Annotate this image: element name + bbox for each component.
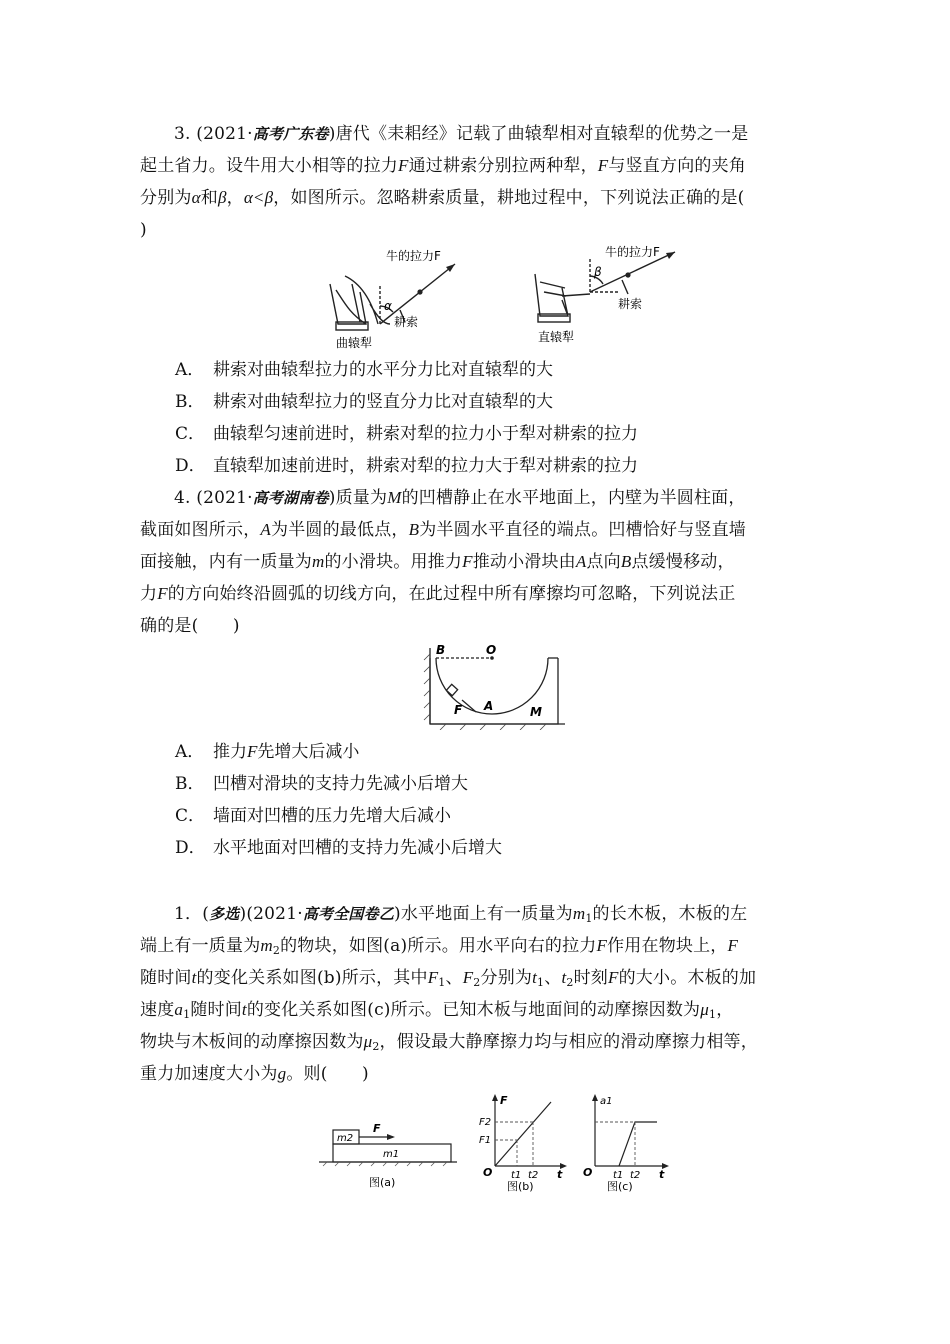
label-F: F	[454, 703, 463, 717]
q4-option-a: A． 推力F先增大后减小	[175, 742, 360, 762]
c-a1-line	[619, 1122, 657, 1166]
b-label-O: O	[483, 1166, 493, 1179]
q4-groove-figure	[420, 640, 570, 730]
label-A: A	[484, 699, 494, 713]
q4-stem: 4. (2021·高考湖南卷)质量为M的凹槽静止在水平地面上，内壁为半圆柱面， 截面如图所示，A为半圆的最低点，B为半圆水平直径的端点。凹槽恰好与竖直墙 面接触，内有一质量为m的小滑块。用推力F推动小滑块由A点向B点缓慢移动， 力F的方向始终沿圆弧的切线方向，在此过程中所有摩擦均可忽略，下列说法正 确的是( )	[140, 488, 747, 636]
label-m1: m1	[383, 1149, 400, 1160]
b-label-t1: t1	[511, 1170, 522, 1181]
q4-option-b: B． 凹槽对滑块的支持力先减小后增大	[175, 774, 468, 794]
label-m2: m2	[337, 1133, 354, 1144]
curved-plow-base	[336, 322, 368, 330]
q4-source-tag: 高考湖南卷	[252, 489, 329, 507]
straight-plow-base	[538, 314, 570, 322]
straight-plow-body	[535, 274, 568, 316]
q3-option-c: C． 曲辕犁匀速前进时，耕索对犁的拉力小于犁对耕索的拉力	[175, 424, 638, 444]
curved-plow-body	[330, 276, 390, 324]
q3-source-tag: 高考广东卷	[252, 125, 329, 143]
angle-label-right: β	[594, 265, 602, 279]
force-label-left: 牛的拉力F	[386, 249, 441, 263]
q3-plow-figure	[300, 244, 700, 354]
rope-knot-left	[417, 289, 422, 294]
label-O: O	[486, 643, 497, 657]
caption-b: 图(b)	[507, 1180, 534, 1193]
b-label-F2: F2	[479, 1117, 492, 1128]
q3-option-a: A． 耕索对曲辕犁拉力的水平分力比对直辕犁的大	[175, 360, 553, 380]
label-B: B	[436, 643, 446, 657]
caption-a: 图(a)	[369, 1176, 396, 1189]
label-M: M	[530, 705, 542, 719]
q3-option-d: D． 直辕犁加速前进时，耕索对犁的拉力大于犁对耕索的拉力	[175, 456, 638, 476]
c-label-t1: t1	[613, 1170, 624, 1181]
q3-option-b: B． 耕索对曲辕犁拉力的竖直分力比对直辕犁的大	[175, 392, 553, 412]
q4-option-c: C． 墙面对凹槽的压力先增大后减小	[175, 806, 451, 826]
q1-multi-tag: 多选	[209, 905, 240, 923]
rope-knot-right	[625, 272, 630, 277]
caption-straight-plow: 直辕犁	[538, 330, 575, 344]
q1-source-tag: 高考全国卷乙	[302, 905, 395, 923]
c-label-t: t	[659, 1168, 665, 1181]
b-label-F1: F1	[479, 1135, 492, 1146]
b-label-F: F	[500, 1094, 508, 1107]
b-label-t2: t2	[528, 1170, 539, 1181]
rope-label-right: 耕索	[618, 297, 643, 311]
slider-block	[446, 684, 457, 695]
label-force-a: F	[373, 1122, 381, 1135]
rope-label-left: 耕索	[394, 315, 419, 329]
caption-curved-plow: 曲辕犁	[336, 336, 373, 350]
c-label-a1: a1	[600, 1096, 613, 1107]
c-label-O: O	[583, 1166, 593, 1179]
q1-stem: 1．(多选)(2021·高考全国卷乙)水平地面上有一质量为$m_1$的长木板，木板的左 端上有一质量为$m_2$的物块，如图(a)所示。用水平向右的拉力F作用在物块上，F 随时间t的变化关系如图(b)所示，其中$F_1$、$F_2$分别为$t_1$、$t_2$时刻F的大小。木板的加 速度$a_1$随时间t的变化关系如图(c)所示。已知木板与地面间的动摩擦因数为$\mu_1$， 物块与木板间的动摩擦因数为$\mu_2$，假设最大静摩擦力均与相应的滑动摩擦力相等， 重力加速度大小为g。则( )	[140, 904, 758, 1084]
c-label-t2: t2	[630, 1170, 641, 1181]
b-F-line	[495, 1102, 551, 1166]
q3-stem: 3. (2021·高考广东卷)唐代《耒耜经》记载了曲辕犁相对直辕犁的优势之一是 起土省力。设牛用大小相等的拉力F通过耕索分别拉两种犁，F与竖直方向的夹角 分别为α和β，α<β，如图所示。忽略耕索质量，耕地过程中，下列说法正确的是( )	[140, 124, 749, 240]
q1-figures	[315, 1092, 695, 1194]
caption-c: 图(c)	[607, 1180, 633, 1193]
b-label-t: t	[557, 1168, 563, 1181]
q4-option-d: D． 水平地面对凹槽的支持力先减小后增大	[175, 838, 502, 858]
arrow-head-right	[666, 252, 675, 259]
angle-label-left: α	[384, 299, 392, 313]
force-label-right: 牛的拉力F	[605, 245, 660, 259]
